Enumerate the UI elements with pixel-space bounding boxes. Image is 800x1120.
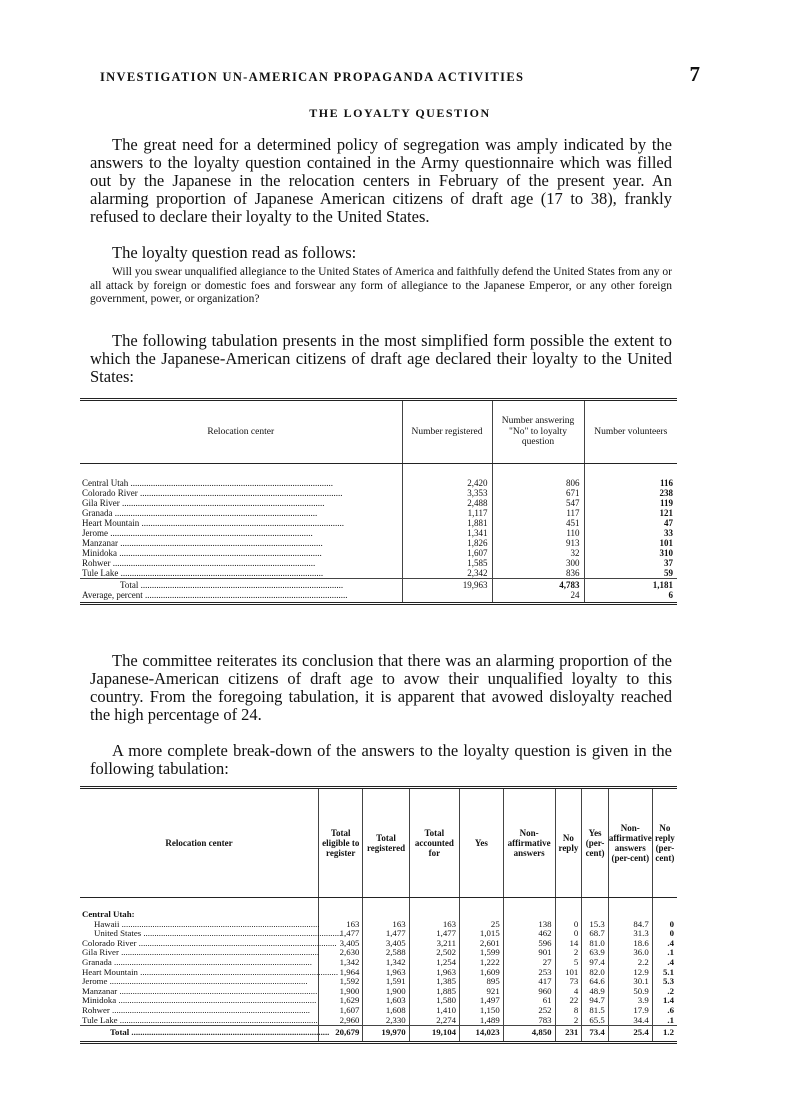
col-header-no-reply: No reply	[555, 788, 582, 898]
cell-yes: 2,601	[460, 939, 504, 949]
cell-yes-percent: 15.3	[582, 920, 609, 930]
cell-yes-percent: 64.6	[582, 977, 609, 987]
cell-accounted: 2,274	[409, 1016, 459, 1026]
empty-cell	[503, 898, 555, 920]
table-row	[80, 558, 677, 568]
cell-yes-percent: 97.4	[582, 958, 609, 968]
cell-registered: 1,591	[363, 977, 409, 987]
table-row	[80, 464, 677, 489]
cell-nonaffirmative: 901	[503, 948, 555, 958]
paragraph-breakdown-intro: A more complete break-down of the answers to the loyalty question is given in the following tabulation:	[90, 741, 672, 778]
cell-no-reply: 4	[555, 987, 582, 997]
cell-registered: 1,342	[363, 958, 409, 968]
cell-registered: 3,353	[402, 488, 492, 498]
cell-no-answers: 806	[492, 464, 584, 489]
cell-no-reply-percent: 0	[652, 929, 677, 939]
cell-total-no-answers: 4,783	[492, 579, 584, 591]
row-center-name	[80, 488, 402, 498]
cell-accounted: 163	[409, 920, 459, 930]
cell-total-volunteers: 1,181	[584, 579, 677, 591]
cell-no-answers: 836	[492, 568, 584, 579]
cell-nonaffirmative: 462	[503, 929, 555, 939]
dot-leader: ..........................................................................................	[107, 976, 308, 987]
row-center-name	[80, 568, 402, 579]
dot-leader: ..........................................................................................	[111, 956, 312, 967]
cell-no-reply-percent: 5.1	[652, 968, 677, 978]
dot-leader: ..........................................................................................	[110, 558, 316, 568]
cell-no-reply: 73	[555, 977, 582, 987]
row-total-label	[80, 579, 402, 591]
col-header-accounted: Total accounted for	[409, 788, 459, 898]
row-center-name	[80, 1016, 319, 1026]
dot-leader: ..........................................................................................	[118, 568, 324, 578]
table-group-row	[80, 898, 677, 920]
row-label-text: Rohwer	[82, 1004, 110, 1015]
cell-no-answers: 671	[492, 488, 584, 498]
cell-average-registered	[402, 590, 492, 604]
cell-nonaffirmative-percent: 34.4	[608, 1016, 652, 1026]
row-label-text: Total	[120, 580, 139, 590]
row-label-text: Heart Mountain	[82, 518, 140, 528]
row-center-name	[80, 528, 402, 538]
dot-leader: ..........................................................................................	[136, 937, 337, 948]
cell-eligible: 1,964	[319, 968, 363, 978]
table-row	[80, 538, 677, 548]
row-label-text: Gila River	[82, 947, 119, 958]
cell-registered: 163	[363, 920, 409, 930]
dot-leader: ..........................................................................................	[117, 1014, 318, 1025]
cell-no-answers: 32	[492, 548, 584, 558]
dot-leader: ..........................................................................................	[119, 918, 320, 929]
cell-yes: 895	[460, 977, 504, 987]
cell-accounted: 2,502	[409, 948, 459, 958]
cell-no-answers: 547	[492, 498, 584, 508]
empty-cell	[363, 898, 409, 920]
table-row	[80, 1016, 677, 1026]
cell-accounted: 1,385	[409, 977, 459, 987]
row-label-text: Average, percent	[82, 590, 143, 600]
row-label-text: Manzanar	[82, 985, 118, 996]
cell-eligible: 2,630	[319, 948, 363, 958]
row-center-name	[80, 508, 402, 518]
col-header-yes-percent: Yes (per-cent)	[582, 788, 609, 898]
cell-registered: 1,341	[402, 528, 492, 538]
cell-registered: 1,608	[363, 1006, 409, 1016]
cell-yes: 1,150	[460, 1006, 504, 1016]
paragraph-segregation: The great need for a determined policy of segregation was amply indicated by the answers to the loyalty question contained in the Army questionnaire which was filled out by the Japanese in the relocation centers in February of the present year. An alarming proportion of Japanese American citizens of draft age (17 to 38), frankly refused to declare their loyalty to the United States.	[90, 135, 672, 226]
cell-no-reply: 5	[555, 958, 582, 968]
cell-yes: 921	[460, 987, 504, 997]
cell-yes: 1,015	[460, 929, 504, 939]
cell-no-reply-percent: 1.4	[652, 996, 677, 1006]
col-header-center: Relocation center	[80, 400, 402, 464]
col-header-yes: Yes	[460, 788, 504, 898]
empty-cell	[460, 898, 504, 920]
empty-cell	[608, 898, 652, 920]
cell-nonaffirmative: 27	[503, 958, 555, 968]
cell-registered: 1,881	[402, 518, 492, 528]
cell-no-reply: 0	[555, 929, 582, 939]
section-title: THE LOYALTY QUESTION	[309, 106, 491, 120]
cell-yes: 1,609	[460, 968, 504, 978]
row-label-text: Hawaii	[94, 918, 120, 929]
row-center-name	[80, 548, 402, 558]
dot-leader: ..........................................................................................	[137, 488, 343, 498]
cell-accounted: 1,580	[409, 996, 459, 1006]
dot-leader: ..........................................................................................	[129, 1027, 330, 1038]
table-row	[80, 498, 677, 508]
dot-leader: ..........................................................................................	[142, 590, 348, 600]
cell-no-reply: 14	[555, 939, 582, 949]
cell-eligible: 1,900	[319, 987, 363, 997]
cell-yes-percent: 65.5	[582, 1016, 609, 1026]
running-title: INVESTIGATION UN-AMERICAN PROPAGANDA ACTIVITIES	[100, 70, 525, 84]
table-total-row	[80, 1026, 677, 1043]
table-row	[80, 508, 677, 518]
cell-no-reply-percent: 5.3	[652, 977, 677, 987]
cell-total-accounted: 19,104	[409, 1026, 459, 1043]
cell-eligible: 1,607	[319, 1006, 363, 1016]
cell-volunteers: 116	[584, 464, 677, 489]
cell-no-reply: 8	[555, 1006, 582, 1016]
cell-volunteers: 310	[584, 548, 677, 558]
cell-volunteers: 101	[584, 538, 677, 548]
dot-leader: ..........................................................................................	[138, 580, 344, 590]
cell-accounted: 1,410	[409, 1006, 459, 1016]
loyalty-breakdown-table	[80, 786, 677, 1044]
table-row	[80, 528, 677, 538]
cell-yes-percent: 68.7	[582, 929, 609, 939]
cell-yes-percent: 63.9	[582, 948, 609, 958]
cell-no-answers: 110	[492, 528, 584, 538]
col-header-registered: Total registered	[363, 788, 409, 898]
cell-nonaffirmative: 253	[503, 968, 555, 978]
cell-registered: 1,900	[363, 987, 409, 997]
cell-yes-percent: 48.9	[582, 987, 609, 997]
cell-no-answers: 117	[492, 508, 584, 518]
cell-registered: 2,330	[363, 1016, 409, 1026]
cell-registered: 1,117	[402, 508, 492, 518]
dot-leader: ..........................................................................................	[137, 966, 339, 977]
cell-volunteers: 121	[584, 508, 677, 518]
cell-yes-percent: 81.0	[582, 939, 609, 949]
cell-no-answers: 913	[492, 538, 584, 548]
row-label-text: Tule Lake	[82, 568, 119, 578]
cell-nonaffirmative-percent: 84.7	[608, 920, 652, 930]
cell-total-registered: 19,963	[402, 579, 492, 591]
cell-accounted: 1,254	[409, 958, 459, 968]
dot-leader: ..........................................................................................	[109, 1004, 310, 1015]
col-header-no-reply-percent: No reply (per-cent)	[652, 788, 677, 898]
row-label-text: Central Utah	[82, 478, 129, 488]
empty-cell	[319, 898, 363, 920]
table-average-row	[80, 590, 677, 604]
row-center-name	[80, 558, 402, 568]
dot-leader: ..........................................................................................	[118, 947, 320, 958]
row-label-text: Jerome	[82, 976, 108, 987]
cell-no-reply: 2	[555, 948, 582, 958]
cell-total-yes-percent: 73.4	[582, 1026, 609, 1043]
cell-volunteers: 238	[584, 488, 677, 498]
cell-no-reply-percent: .4	[652, 939, 677, 949]
cell-registered: 1,477	[363, 929, 409, 939]
cell-no-answers: 451	[492, 518, 584, 528]
cell-no-reply-percent: .1	[652, 1016, 677, 1026]
dot-leader: ..........................................................................................	[139, 518, 344, 528]
dot-leader: ..........................................................................................	[119, 498, 325, 508]
cell-no-answers: 300	[492, 558, 584, 568]
cell-nonaffirmative-percent: 36.0	[608, 948, 652, 958]
running-header	[100, 62, 700, 87]
cell-nonaffirmative-percent: 18.6	[608, 939, 652, 949]
cell-no-reply: 0	[555, 920, 582, 930]
cell-no-reply: 101	[555, 968, 582, 978]
row-label-text: Manzanar	[82, 538, 118, 548]
row-label-text: Granada	[82, 956, 112, 967]
cell-volunteers: 119	[584, 498, 677, 508]
cell-registered: 1,607	[402, 548, 492, 558]
cell-yes: 1,222	[460, 958, 504, 968]
cell-nonaffirmative-percent: 30.1	[608, 977, 652, 987]
cell-eligible: 163	[319, 920, 363, 930]
cell-total-no-reply-percent: 1.2	[652, 1026, 677, 1043]
cell-nonaffirmative-percent: 3.9	[608, 996, 652, 1006]
cell-nonaffirmative: 61	[503, 996, 555, 1006]
row-label-text: Minidoka	[82, 995, 117, 1006]
cell-registered: 1,826	[402, 538, 492, 548]
cell-eligible: 2,960	[319, 1016, 363, 1026]
col-header-nonaffirmative: Non-affirmative answers	[503, 788, 555, 898]
row-label-text: Colorado River	[82, 488, 138, 498]
row-label-text: Heart Mountain	[82, 966, 138, 977]
cell-nonaffirmative: 596	[503, 939, 555, 949]
dot-leader: ..........................................................................................	[112, 508, 318, 518]
cell-registered: 1,603	[363, 996, 409, 1006]
cell-yes-percent: 82.0	[582, 968, 609, 978]
cell-nonaffirmative: 960	[503, 987, 555, 997]
row-center-name	[80, 538, 402, 548]
cell-volunteers: 47	[584, 518, 677, 528]
paragraph-tabulation-intro: The following tabulation presents in the most simplified form possible the extent to which the Japanese-American citizens of draft age declared their loyalty to the United States:	[90, 331, 672, 386]
cell-volunteers: 59	[584, 568, 677, 579]
row-average-label	[80, 590, 402, 604]
cell-total-registered: 19,970	[363, 1026, 409, 1043]
dot-leader: ..........................................................................................	[108, 528, 313, 538]
paragraph-loyalty-intro: The loyalty question read as follows:	[112, 243, 357, 262]
cell-accounted: 1,885	[409, 987, 459, 997]
empty-cell	[409, 898, 459, 920]
cell-registered: 2,420	[402, 464, 492, 489]
row-center-name	[80, 464, 402, 489]
dot-leader: ..........................................................................................	[128, 478, 333, 488]
table-total-row	[80, 579, 677, 591]
paragraph-committee-conclusion: The committee reiterates its conclusion that there was an alarming proportion of the Japanese-American citizens of draft age to avow their unqualified loyalty to this country. From the foregoing tabulation, it is apparent that avowed disloyalty reached the high percentage of 24.	[90, 651, 672, 724]
empty-cell	[652, 898, 677, 920]
row-label-text: Colorado River	[82, 937, 137, 948]
cell-eligible: 1,592	[319, 977, 363, 987]
col-header-no-answers: Number answering "No" to loyalty question	[492, 400, 584, 464]
dot-leader: ..........................................................................................	[117, 985, 318, 996]
dot-leader: ..........................................................................................	[141, 928, 342, 939]
col-header-nonaffirmative-percent: Non-affirmative answers (per-cent)	[608, 788, 652, 898]
cell-nonaffirmative: 252	[503, 1006, 555, 1016]
cell-yes: 1,489	[460, 1016, 504, 1026]
col-header-volunteers: Number volunteers	[584, 400, 677, 464]
row-label-text: United States	[94, 928, 142, 939]
col-header-center: Relocation center	[80, 788, 319, 898]
dot-leader: ..........................................................................................	[117, 538, 323, 548]
cell-registered: 2,342	[402, 568, 492, 579]
empty-cell	[582, 898, 609, 920]
row-label-text: Jerome	[82, 528, 108, 538]
table-row	[80, 568, 677, 579]
cell-no-reply-percent: 0	[652, 920, 677, 930]
row-label-text: Tule Lake	[82, 1014, 118, 1025]
cell-eligible: 3,405	[319, 939, 363, 949]
row-center-name	[80, 518, 402, 528]
cell-yes: 1,599	[460, 948, 504, 958]
row-label-text: Gila River	[82, 498, 120, 508]
cell-no-reply-percent: .2	[652, 987, 677, 997]
cell-nonaffirmative-percent: 50.9	[608, 987, 652, 997]
cell-no-reply-percent: .4	[652, 958, 677, 968]
cell-volunteers: 33	[584, 528, 677, 538]
cell-no-reply-percent: .6	[652, 1006, 677, 1016]
cell-nonaffirmative-percent: 31.3	[608, 929, 652, 939]
cell-total-eligible: 20,679	[319, 1026, 363, 1043]
dot-leader: ..........................................................................................	[117, 548, 322, 558]
cell-accounted: 1,963	[409, 968, 459, 978]
table-header-row	[80, 400, 677, 464]
cell-no-reply: 22	[555, 996, 582, 1006]
cell-no-reply: 2	[555, 1016, 582, 1026]
page-number: 7	[689, 62, 700, 86]
row-center-name	[80, 498, 402, 508]
cell-registered: 2,488	[402, 498, 492, 508]
table-row	[80, 518, 677, 528]
row-label-text: Total	[110, 1027, 130, 1038]
cell-accounted: 1,477	[409, 929, 459, 939]
loyalty-summary-table	[80, 398, 677, 605]
cell-nonaffirmative: 417	[503, 977, 555, 987]
cell-total-yes: 14,023	[460, 1026, 504, 1043]
col-header-eligible: Total eligible to register	[319, 788, 363, 898]
loyalty-question-quote: Will you swear unqualified allegiance to the United States of America and faithfully defend the United States from any or all attack by foreign or domestic foes and forswear any form of allegiance to the Japanese Emperor, or any other foreign government, power, or organization?	[90, 266, 672, 305]
table-row	[80, 488, 677, 498]
cell-volunteers: 37	[584, 558, 677, 568]
cell-registered: 3,405	[363, 939, 409, 949]
row-label-text: Minidoka	[82, 548, 117, 558]
cell-total-nonaffirmative: 4,850	[503, 1026, 555, 1043]
cell-registered: 1,963	[363, 968, 409, 978]
empty-cell	[555, 898, 582, 920]
cell-nonaffirmative: 783	[503, 1016, 555, 1026]
cell-nonaffirmative-percent: 2.2	[608, 958, 652, 968]
cell-yes: 1,497	[460, 996, 504, 1006]
cell-no-reply-percent: .1	[652, 948, 677, 958]
cell-nonaffirmative-percent: 17.9	[608, 1006, 652, 1016]
table-row	[80, 548, 677, 558]
row-label-text: Rohwer	[82, 558, 111, 568]
cell-yes-percent: 94.7	[582, 996, 609, 1006]
cell-eligible: 1,477	[319, 929, 363, 939]
cell-total-no-reply: 231	[555, 1026, 582, 1043]
cell-eligible: 1,629	[319, 996, 363, 1006]
cell-yes-percent: 81.5	[582, 1006, 609, 1016]
cell-nonaffirmative: 138	[503, 920, 555, 930]
row-label-text: Granada	[82, 508, 113, 518]
cell-accounted: 3,211	[409, 939, 459, 949]
cell-total-nonaffirmative-percent: 25.4	[608, 1026, 652, 1043]
col-header-registered: Number registered	[402, 400, 492, 464]
cell-average-no-answers: 24	[492, 590, 584, 604]
group-label-central-utah: Central Utah:	[82, 909, 135, 919]
cell-registered: 1,585	[402, 558, 492, 568]
table-header-row	[80, 788, 677, 898]
dot-leader: ..........................................................................................	[116, 995, 317, 1006]
cell-nonaffirmative-percent: 12.9	[608, 968, 652, 978]
cell-eligible: 1,342	[319, 958, 363, 968]
cell-registered: 2,588	[363, 948, 409, 958]
cell-average-volunteers: 6	[584, 590, 677, 604]
row-total-label	[80, 1026, 330, 1043]
cell-yes: 25	[460, 920, 504, 930]
